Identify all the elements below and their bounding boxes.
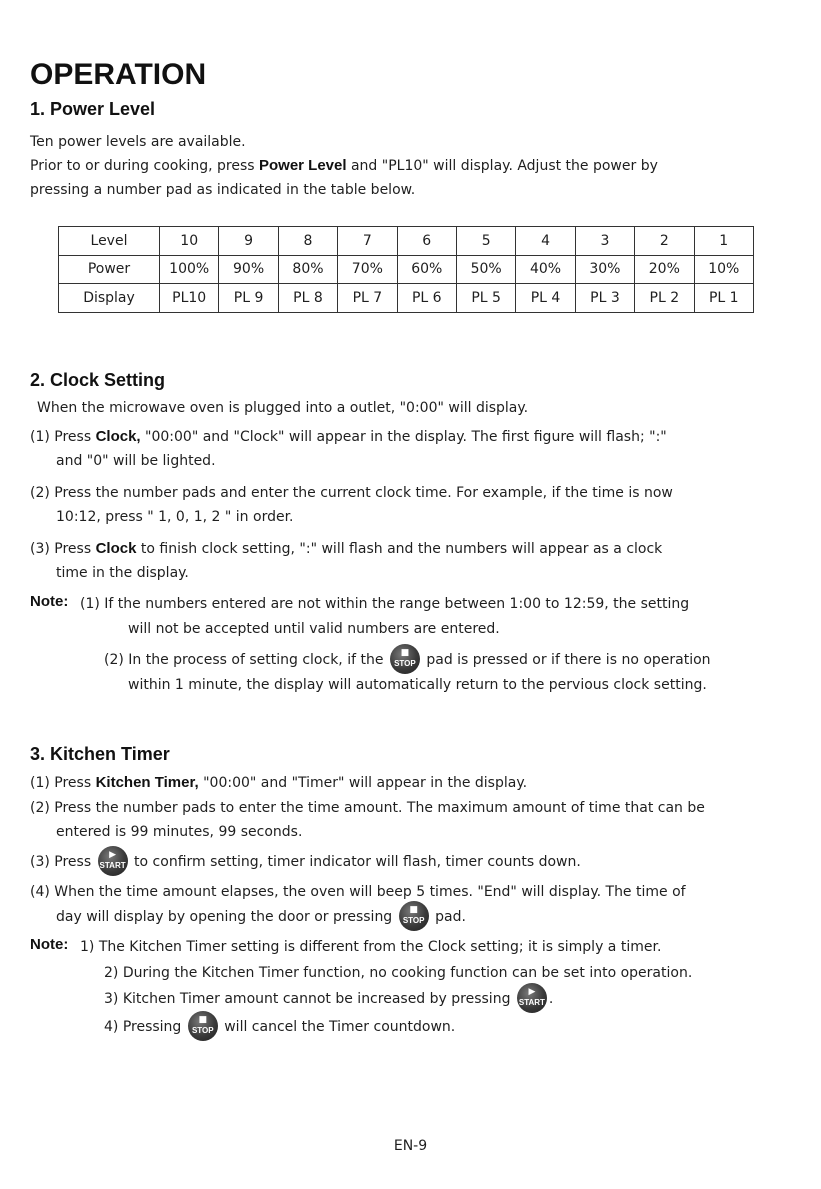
table-cell: 10	[160, 227, 219, 256]
timer-step-4: (4) When the time amount elapses, the oven will beep 5 times. "End" will display. The time of	[30, 884, 686, 900]
clock-step-1: (1) Press Clock, "00:00" and "Clock" will appear in the display. The first figure will flash; ":"	[30, 428, 667, 445]
table-cell: 90%	[219, 255, 278, 284]
table-row	[59, 255, 754, 284]
power-level-heading: 1. Power Level	[30, 99, 156, 119]
table-cell: PL 3	[575, 284, 634, 313]
table-cell: 6	[397, 227, 456, 256]
table-cell: 30%	[575, 255, 634, 284]
timer-note-1: 1) The Kitchen Timer setting is different from the Clock setting; it is simply a timer.	[80, 939, 662, 955]
table-cell: PL 2	[635, 284, 694, 313]
page-number: EN-9	[393, 1138, 428, 1154]
table-cell: 9	[219, 227, 278, 256]
clock-step-3-cont: time in the display.	[56, 565, 189, 581]
table-cell: 40%	[516, 255, 575, 284]
timer-step-2-cont: entered is 99 minutes, 99 seconds.	[56, 824, 303, 840]
table-cell: 70%	[338, 255, 397, 284]
clock-note-2-cont: within 1 minute, the display will automatically return to the pervious clock setting.	[128, 677, 707, 693]
timer-step-4-cont: day will display by opening the door or pressing ■ STOP pad.	[56, 908, 466, 926]
timer-note-4: 4) Pressing ■ STOP will cancel the Timer countdown.	[104, 1018, 455, 1036]
power-level-intro: Ten power levels are available.	[30, 134, 246, 150]
start-button-icon: ▶ START	[98, 846, 128, 876]
table-cell: PL10	[160, 284, 219, 313]
power-level-instruction: Prior to or during cooking, press Power Level and "PL10" will display. Adjust the power by	[30, 157, 658, 174]
table-cell: PL 1	[694, 284, 753, 313]
page-title: OPERATION	[30, 58, 207, 91]
clock-step-1-cont: and "0" will be lighted.	[56, 453, 216, 469]
table-cell: 1	[694, 227, 753, 256]
clock-step-3: (3) Press Clock to finish clock setting, ":" will flash and the numbers will appear as a clock	[30, 540, 663, 557]
table-cell: PL 6	[397, 284, 456, 313]
timer-step-3: (3) Press ▶ START to confirm setting, timer indicator will flash, timer counts down.	[30, 853, 581, 871]
kitchen-timer-heading: 3. Kitchen Timer	[30, 744, 170, 764]
clock-step-2-cont: 10:12, press " 1, 0, 1, 2 " in order.	[56, 509, 294, 525]
table-cell: 10%	[694, 255, 753, 284]
timer-step-1: (1) Press Kitchen Timer, "00:00" and "Timer" will appear in the display.	[30, 774, 528, 791]
table-cell: PL 4	[516, 284, 575, 313]
table-cell: 2	[635, 227, 694, 256]
table-row-label: Display	[59, 284, 160, 313]
table-cell: 60%	[397, 255, 456, 284]
table-cell: PL 5	[456, 284, 515, 313]
stop-button-icon: ■ STOP	[399, 901, 429, 931]
table-row	[59, 227, 754, 256]
clock-note-2: (2) In the process of setting clock, if the ■ STOP pad is pressed or if there is no operation	[104, 651, 711, 669]
clock-intro: When the microwave oven is plugged into a outlet, "0:00" will display.	[37, 400, 529, 416]
clock-note-1: (1) If the numbers entered are not within the range between 1:00 to 12:59, the setting	[80, 596, 690, 612]
stop-button-icon: ■ STOP	[390, 644, 420, 674]
timer-step-2: (2) Press the number pads to enter the time amount. The maximum amount of time that can be	[30, 800, 705, 816]
start-button-icon: ▶ START	[517, 983, 547, 1013]
table-cell: 5	[456, 227, 515, 256]
power-level-instruction-cont: pressing a number pad as indicated in the table below.	[30, 182, 416, 198]
table-row-label: Power	[59, 255, 160, 284]
table-cell: PL 9	[219, 284, 278, 313]
table-cell: PL 7	[338, 284, 397, 313]
clock-note-label: Note:	[30, 593, 69, 610]
table-cell: PL 8	[278, 284, 337, 313]
timer-note-label: Note:	[30, 936, 69, 953]
table-cell: 50%	[456, 255, 515, 284]
timer-note-2: 2) During the Kitchen Timer function, no cooking function can be set into operation.	[104, 965, 693, 981]
power-level-table	[58, 226, 754, 313]
clock-note-1-cont: will not be accepted until valid numbers are entered.	[128, 621, 500, 637]
table-cell: 3	[575, 227, 634, 256]
table-cell: 80%	[278, 255, 337, 284]
table-cell: 8	[278, 227, 337, 256]
table-cell: 7	[338, 227, 397, 256]
table-row-label: Level	[59, 227, 160, 256]
timer-note-3: 3) Kitchen Timer amount cannot be increased by pressing ▶ START .	[104, 990, 553, 1008]
clock-step-2: (2) Press the number pads and enter the current clock time. For example, if the time is now	[30, 485, 673, 501]
table-cell: 20%	[635, 255, 694, 284]
table-cell: 100%	[160, 255, 219, 284]
clock-setting-heading: 2. Clock Setting	[30, 370, 166, 390]
table-row	[59, 284, 754, 313]
stop-button-icon: ■ STOP	[188, 1011, 218, 1041]
table-cell: 4	[516, 227, 575, 256]
